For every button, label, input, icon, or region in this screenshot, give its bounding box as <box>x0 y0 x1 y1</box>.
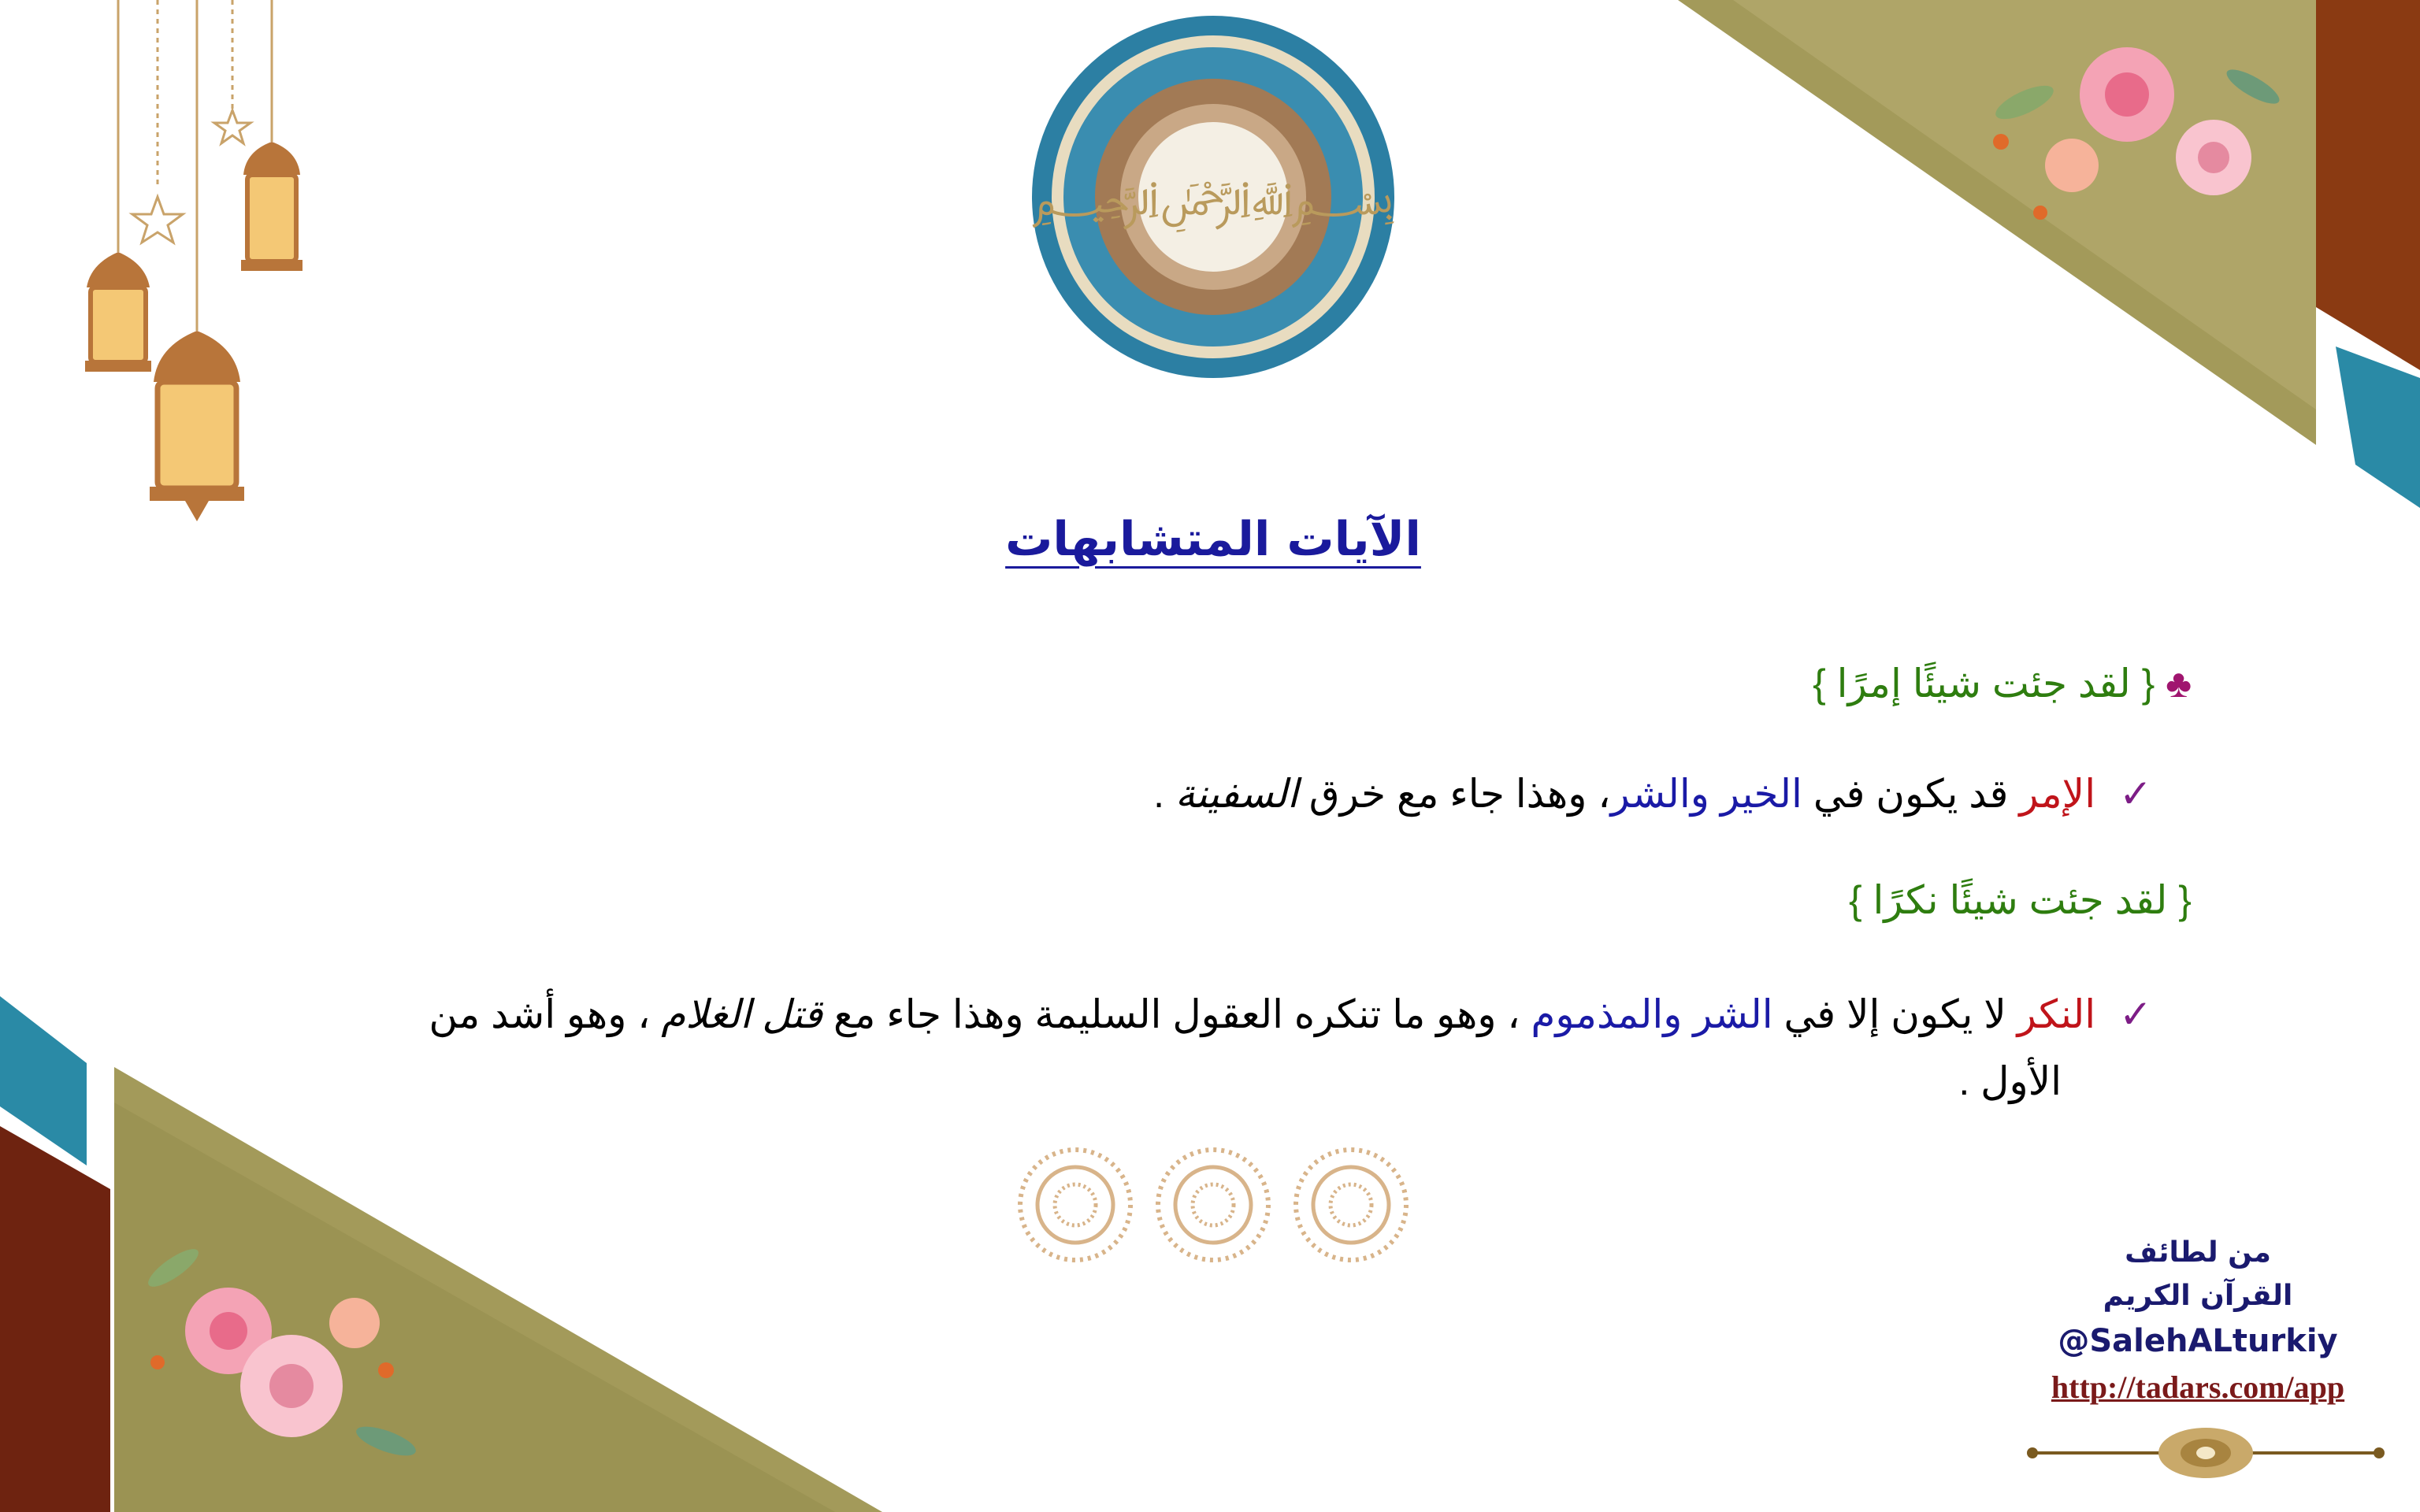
check-icon: ✓ <box>2119 772 2152 816</box>
word-khayr: الخير <box>1720 772 1802 816</box>
word-safina: السفينة <box>1175 772 1298 816</box>
rosette-icon <box>1158 1150 1268 1260</box>
word-sharr-2: الشر <box>1693 992 1773 1036</box>
credit-handle: @SalehALturkiy <box>2058 1323 2338 1359</box>
quran-emblem-icon <box>1024 8 1402 386</box>
word-ghulam: قتل الغلام <box>661 992 823 1036</box>
ornament-icon <box>2025 1421 2387 1484</box>
explanation-2-line2: الأول . <box>1958 1059 2062 1103</box>
verse-1-text: { لقد جئت شيئًا إمرًا } <box>1813 662 2155 706</box>
lantern-icon <box>150 331 244 521</box>
credit-line-2: القرآن الكريم <box>2103 1280 2293 1312</box>
term-amr: الإمر <box>2019 772 2096 816</box>
top-right-teal-strip <box>2336 346 2420 508</box>
verse-1 <box>1813 654 2192 715</box>
bottom-left-brown-strip <box>0 1126 110 1512</box>
explanation-2: ✓النكر لا يكون إلا في الشر والمذموم ، وهو ما تنكره العقول السليمة وهذا جاء مع قتل الغلام ، وهو أشد من <box>429 992 2152 1036</box>
credit-url-link[interactable]: http://tadars.com/app <box>2051 1369 2345 1405</box>
word-madhmum: والمذموم <box>1531 992 1683 1036</box>
svg-text:﷽: ﷽ <box>1031 171 1395 226</box>
page-title: الآيات المتشابهات <box>1005 512 1421 567</box>
lantern-icon <box>85 252 151 372</box>
club-icon: ♣ <box>2166 662 2192 706</box>
check-icon: ✓ <box>2119 992 2152 1036</box>
top-right-brown-strip <box>2316 0 2420 370</box>
explanation-1: ✓الإمر قد يكون في الخير والشر، وهذا جاء مع خرق السفينة . <box>1153 772 2152 816</box>
word-sharr: والشر <box>1610 772 1709 816</box>
rosette-icon <box>1020 1150 1130 1260</box>
flower-icon <box>126 1221 473 1512</box>
rosettes-row <box>1008 1138 1418 1272</box>
flower-icon <box>1954 0 2316 268</box>
lanterns-decoration <box>0 0 331 536</box>
star-icon <box>214 110 251 143</box>
verse-2: { لقد جئت شيئًا نكرًا } <box>1848 878 2192 922</box>
lantern-icon <box>241 142 302 271</box>
star-icon <box>132 197 183 243</box>
rosette-icon <box>1296 1150 1406 1260</box>
term-nukr: النكر <box>2017 992 2096 1036</box>
credit-line-1: من لطائف <box>2125 1236 2271 1269</box>
